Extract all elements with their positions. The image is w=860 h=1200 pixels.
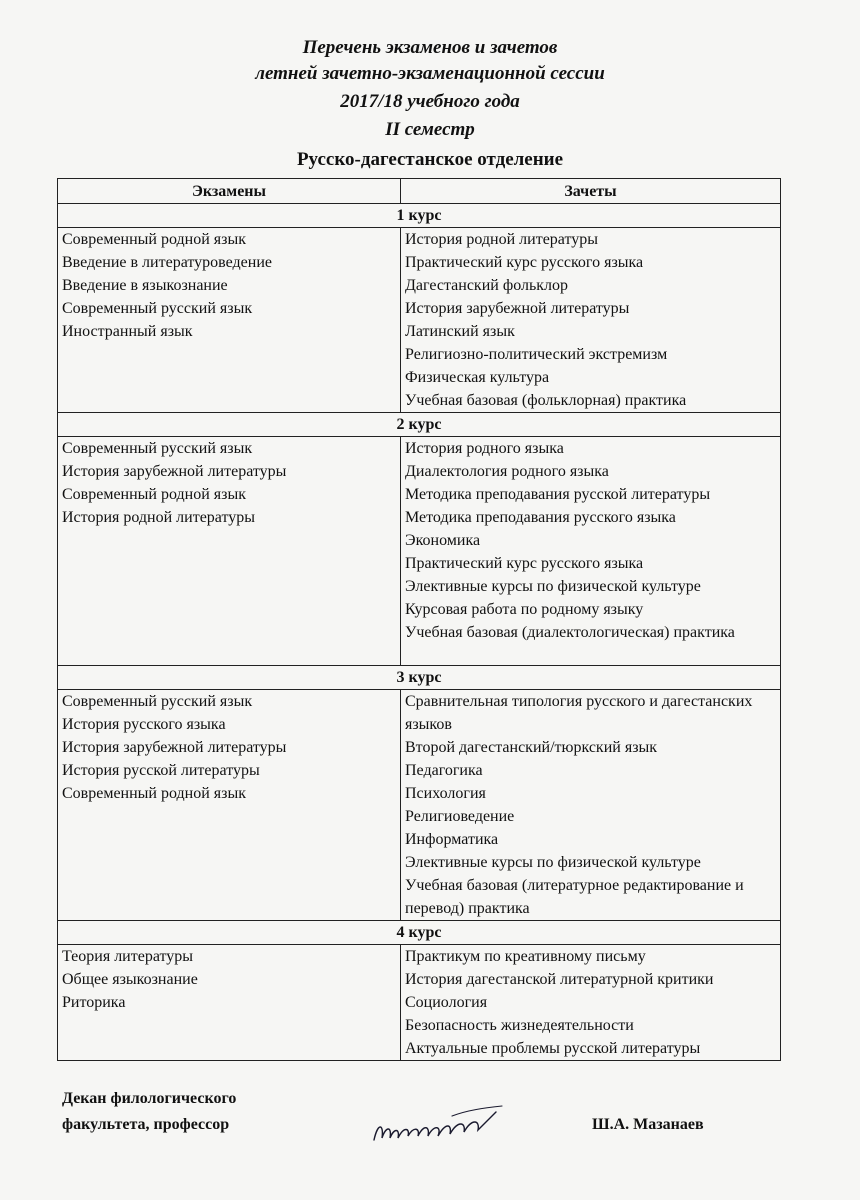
exam-item: Введение в языкознание	[62, 277, 228, 294]
credits-cell	[401, 945, 781, 1061]
title-line-1: Перечень экзаменов и зачетов	[302, 37, 558, 58]
course-label: 4 курс	[58, 921, 781, 945]
exams-cell	[58, 690, 401, 921]
exam-item: Современный русский язык	[62, 300, 253, 317]
credit-item: Религиозно-политический экстремизм	[405, 346, 668, 363]
credit-item: Учебная базовая (диалектологическая) практика	[405, 624, 735, 641]
column-header-credits: Зачеты	[401, 179, 781, 204]
exam-item: Современный родной язык	[62, 785, 246, 802]
credit-item: Практический курс русского языка	[405, 555, 644, 572]
credit-item: История зарубежной литературы	[405, 300, 630, 317]
credit-item: Дагестанский фольклор	[405, 277, 569, 294]
title-line-2: летней зачетно-экзаменационной сессии	[255, 63, 605, 84]
credit-item: Физическая культура	[405, 369, 550, 386]
title-line-4: II семестр	[385, 119, 475, 140]
course-row	[58, 204, 781, 228]
credit-item: Диалектология родного языка	[405, 463, 609, 480]
credit-item: Методика преподавания русской литературы	[405, 486, 711, 503]
column-header-exams: Экзамены	[58, 179, 401, 204]
credits-cell	[401, 690, 781, 921]
credit-item: Безопасность жизнедеятельности	[405, 1017, 634, 1034]
table-row	[58, 437, 781, 666]
credit-item: Экономика	[405, 532, 481, 549]
credit-item: Элективные курсы по физической культуре	[405, 578, 701, 595]
credit-item: Религиоведение	[405, 808, 515, 825]
exam-item: Современный родной язык	[62, 486, 246, 503]
exam-item: Современный русский язык	[62, 693, 253, 710]
credit-item: Латинский язык	[405, 323, 515, 340]
exam-item: История зарубежной литературы	[62, 739, 287, 756]
credit-item: История родного языка	[405, 440, 564, 457]
credit-item: Социология	[405, 994, 488, 1011]
course-row	[58, 413, 781, 437]
credit-item: Учебная базовая (фольклорная) практика	[405, 392, 687, 409]
exam-item: История родной литературы	[62, 509, 256, 526]
course-label: 2 курс	[58, 413, 781, 437]
credit-item: Информатика	[405, 831, 499, 848]
exam-item: Иностранный язык	[62, 323, 193, 340]
exam-item: Риторика	[62, 994, 126, 1011]
title-line-3: 2017/18 учебного года	[340, 91, 520, 112]
credits-cell	[401, 437, 781, 666]
signatory-title	[62, 1086, 236, 1138]
credit-item: Методика преподавания русского языка	[405, 509, 676, 526]
exam-item: Теория литературы	[62, 948, 194, 965]
exam-item: Общее языкознание	[62, 971, 198, 988]
exam-item: Современный родной язык	[62, 231, 246, 248]
table-row	[58, 228, 781, 413]
credit-item: Курсовая работа по родному языку	[405, 601, 644, 618]
exams-cell	[58, 437, 401, 666]
schedule-table	[57, 178, 781, 1061]
credit-item: Психология	[405, 785, 486, 802]
table-row	[58, 945, 781, 1061]
signatory-title-line-2: факультета, профессор	[62, 1116, 230, 1133]
credit-item: Сравнительная типология русского и дагестанских языков	[405, 693, 753, 733]
exam-item: История зарубежной литературы	[62, 463, 287, 480]
exams-cell	[58, 228, 401, 413]
table-header-row	[58, 179, 781, 204]
credit-item: История дагестанской литературной критики	[405, 971, 714, 988]
department-title: Русско-дагестанское отделение	[296, 149, 564, 170]
exam-item: История русского языка	[62, 716, 226, 733]
credits-cell	[401, 228, 781, 413]
handwritten-signature	[368, 1102, 508, 1150]
credit-item: Практикум по креативному письму	[405, 948, 646, 965]
course-row	[58, 921, 781, 945]
exam-item: История русской литературы	[62, 762, 260, 779]
credit-item: Актуальные проблемы русской литературы	[405, 1040, 701, 1057]
table-row	[58, 690, 781, 921]
credit-item: Элективные курсы по физической культуре	[405, 854, 701, 871]
exam-item: Введение в литературоведение	[62, 254, 272, 271]
credit-item: Учебная базовая (литературное редактирование и перевод) практика	[405, 877, 744, 917]
course-label: 3 курс	[58, 666, 781, 690]
credit-item: Второй дагестанский/тюркский язык	[405, 739, 658, 756]
signatory-name: Ш.А. Мазанаев	[592, 1116, 704, 1133]
credit-item: Педагогика	[405, 762, 483, 779]
exams-cell	[58, 945, 401, 1061]
course-label: 1 курс	[58, 204, 781, 228]
credit-item: История родной литературы	[405, 231, 599, 248]
exam-item: Современный русский язык	[62, 440, 253, 457]
signatory-title-line-1: Декан филологического	[62, 1090, 237, 1107]
course-row	[58, 666, 781, 690]
credit-item: Практический курс русского языка	[405, 254, 644, 271]
